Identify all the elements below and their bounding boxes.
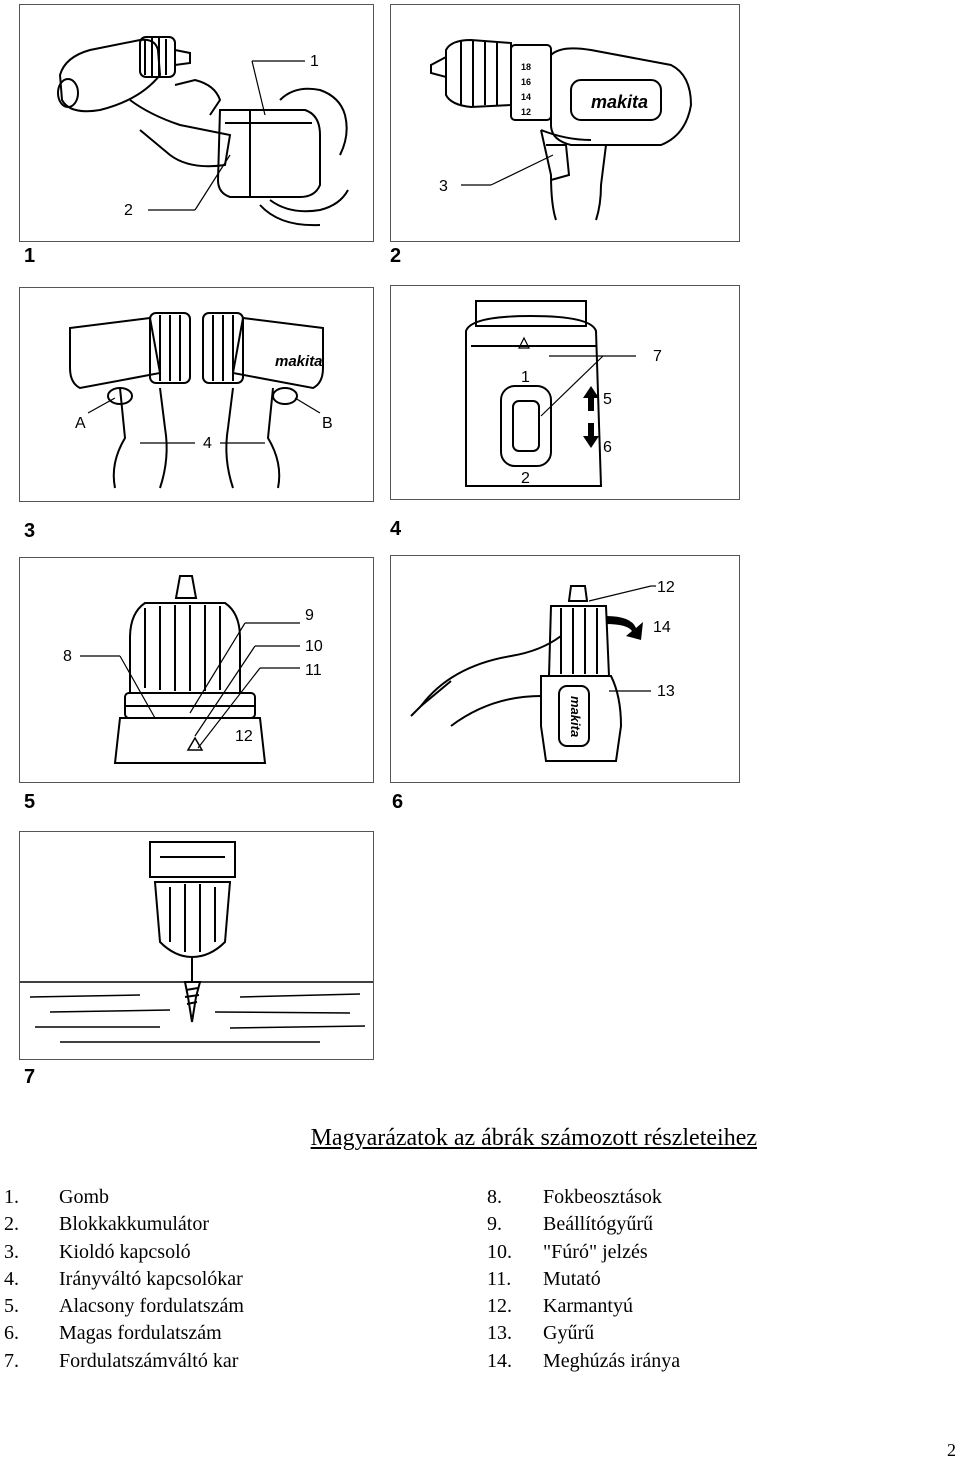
- figure-4-illustration: [391, 286, 739, 499]
- fig2-callout-3: 3: [439, 178, 448, 195]
- fig5-callout-11: 11: [305, 662, 322, 679]
- figure-7-screwdriving: [19, 831, 374, 1060]
- legend-item: [4, 1211, 244, 1238]
- legend-item: [4, 1320, 244, 1347]
- fig3-callout-4: 4: [203, 435, 212, 452]
- figure-5-illustration: [20, 558, 373, 782]
- legend-item-number: 4.: [4, 1267, 19, 1290]
- legend-item-number: 13.: [487, 1322, 512, 1345]
- legend-item-number: 5.: [4, 1295, 19, 1318]
- figure-6-sleeve-tightening: [390, 555, 740, 783]
- figure-1-battery-removal: [19, 4, 374, 242]
- legend-item-number: 2.: [4, 1213, 19, 1236]
- legend-item-text: "Fúró" jelzés: [543, 1240, 648, 1263]
- figure-2-number: 2: [390, 245, 402, 267]
- legend-item-text: Fordulatszámváltó kar: [59, 1349, 239, 1372]
- fig5-callout-10: 10: [305, 638, 323, 655]
- legend-item-text: Fokbeosztások: [543, 1186, 662, 1208]
- legend-item-number: 10.: [487, 1240, 512, 1263]
- legend-item: [487, 1266, 680, 1293]
- fig6-rotation-arrow-icon: [606, 616, 643, 640]
- legend-item-number: 12.: [487, 1295, 512, 1318]
- legend-item: [4, 1293, 244, 1320]
- fig6-callout-14: 14: [653, 619, 671, 636]
- fig2-speed-mark-12: 12: [521, 107, 532, 117]
- figure-1-illustration: [20, 5, 373, 241]
- legend-item-text: Gomb: [59, 1186, 109, 1208]
- legend-item-number: 6.: [4, 1322, 19, 1345]
- figure-4-number: 4: [390, 518, 402, 540]
- fig3-logo: makita: [275, 353, 323, 370]
- legend-item-number: 11.: [487, 1267, 512, 1290]
- legend-item-number: 8.: [487, 1186, 502, 1208]
- fig5-ring-mark: 12: [235, 728, 253, 745]
- legend-item: [487, 1211, 680, 1238]
- fig4-callout-6: 6: [603, 439, 612, 456]
- figure-3-reversing-switch: [19, 287, 374, 502]
- fig4-callout-2: 2: [521, 470, 530, 487]
- legend-item-text: Meghúzás iránya: [543, 1349, 681, 1372]
- legend-item: [487, 1239, 680, 1266]
- fig4-arrow-down-icon: [583, 423, 599, 448]
- figure-3-illustration: [20, 288, 373, 501]
- legend-item: [4, 1348, 244, 1375]
- legend-item-text: Gyűrű: [543, 1322, 595, 1345]
- legend-list-right: [487, 1184, 680, 1375]
- figure-2-trigger-switch: [390, 4, 740, 242]
- legend-item-number: 14.: [487, 1349, 512, 1372]
- legend-item-text: Blokkakkumulátor: [59, 1213, 209, 1236]
- figure-4-speed-change-lever: [390, 285, 740, 500]
- legend-item: [487, 1184, 680, 1211]
- fig6-callout-13: 13: [657, 683, 675, 700]
- fig4-callout-5: 5: [603, 391, 612, 408]
- legend-item-number: 3.: [4, 1240, 19, 1263]
- legend-item-text: Magas fordulatszám: [59, 1322, 222, 1345]
- fig3-callout-B: B: [322, 415, 333, 432]
- figure-1-number: 1: [24, 245, 36, 267]
- figure-6-illustration: [391, 556, 739, 782]
- legend-item-number: 1.: [4, 1186, 19, 1208]
- legend-item: [4, 1266, 244, 1293]
- legend-item: [487, 1348, 680, 1375]
- fig2-speed-mark-14: 14: [521, 92, 532, 102]
- fig4-callout-1: 1: [521, 369, 530, 386]
- legend-item-number: 9.: [487, 1213, 502, 1236]
- fig5-callout-8: 8: [63, 648, 72, 665]
- fig2-speed-mark-18: 18: [521, 62, 532, 72]
- legend-item-text: Irányváltó kapcsolókar: [59, 1267, 243, 1290]
- page-number: 2: [947, 1440, 956, 1460]
- figure-2-illustration: [391, 5, 739, 241]
- legend-item: [487, 1320, 680, 1347]
- legend-heading: Magyarázatok az ábrák számozott részleteihez: [310, 1125, 757, 1151]
- fig6-logo: makita: [568, 696, 583, 738]
- legend-item-text: Kioldó kapcsoló: [59, 1240, 191, 1263]
- figure-5-number: 5: [24, 791, 36, 813]
- fig3-callout-A: A: [75, 415, 86, 432]
- fig4-arrow-up-icon: [583, 386, 599, 411]
- legend-item: [487, 1293, 680, 1320]
- legend-item: [4, 1239, 244, 1266]
- figure-7-illustration: [20, 832, 373, 1059]
- figure-7-number: 7: [24, 1066, 36, 1088]
- fig4-callout-7: 7: [653, 348, 662, 365]
- fig2-speed-mark-16: 16: [521, 77, 532, 87]
- legend-item-text: Karmantyú: [543, 1295, 633, 1318]
- legend-item-text: Beállítógyűrű: [543, 1213, 653, 1236]
- fig2-logo: makita: [591, 92, 649, 112]
- fig6-callout-12: 12: [657, 579, 675, 596]
- figure-5-torque-adjustment: [19, 557, 374, 783]
- figure-6-number: 6: [392, 791, 404, 813]
- fig5-callout-9: 9: [305, 607, 314, 624]
- legend-item: [4, 1184, 244, 1211]
- legend-list-left: [4, 1184, 244, 1375]
- fig1-callout-2: 2: [124, 202, 133, 219]
- legend-item-number: 7.: [4, 1349, 19, 1372]
- figure-3-number: 3: [24, 520, 36, 542]
- fig1-callout-1: 1: [310, 53, 319, 70]
- legend-item-text: Mutató: [543, 1267, 601, 1290]
- legend-item-text: Alacsony fordulatszám: [59, 1295, 244, 1318]
